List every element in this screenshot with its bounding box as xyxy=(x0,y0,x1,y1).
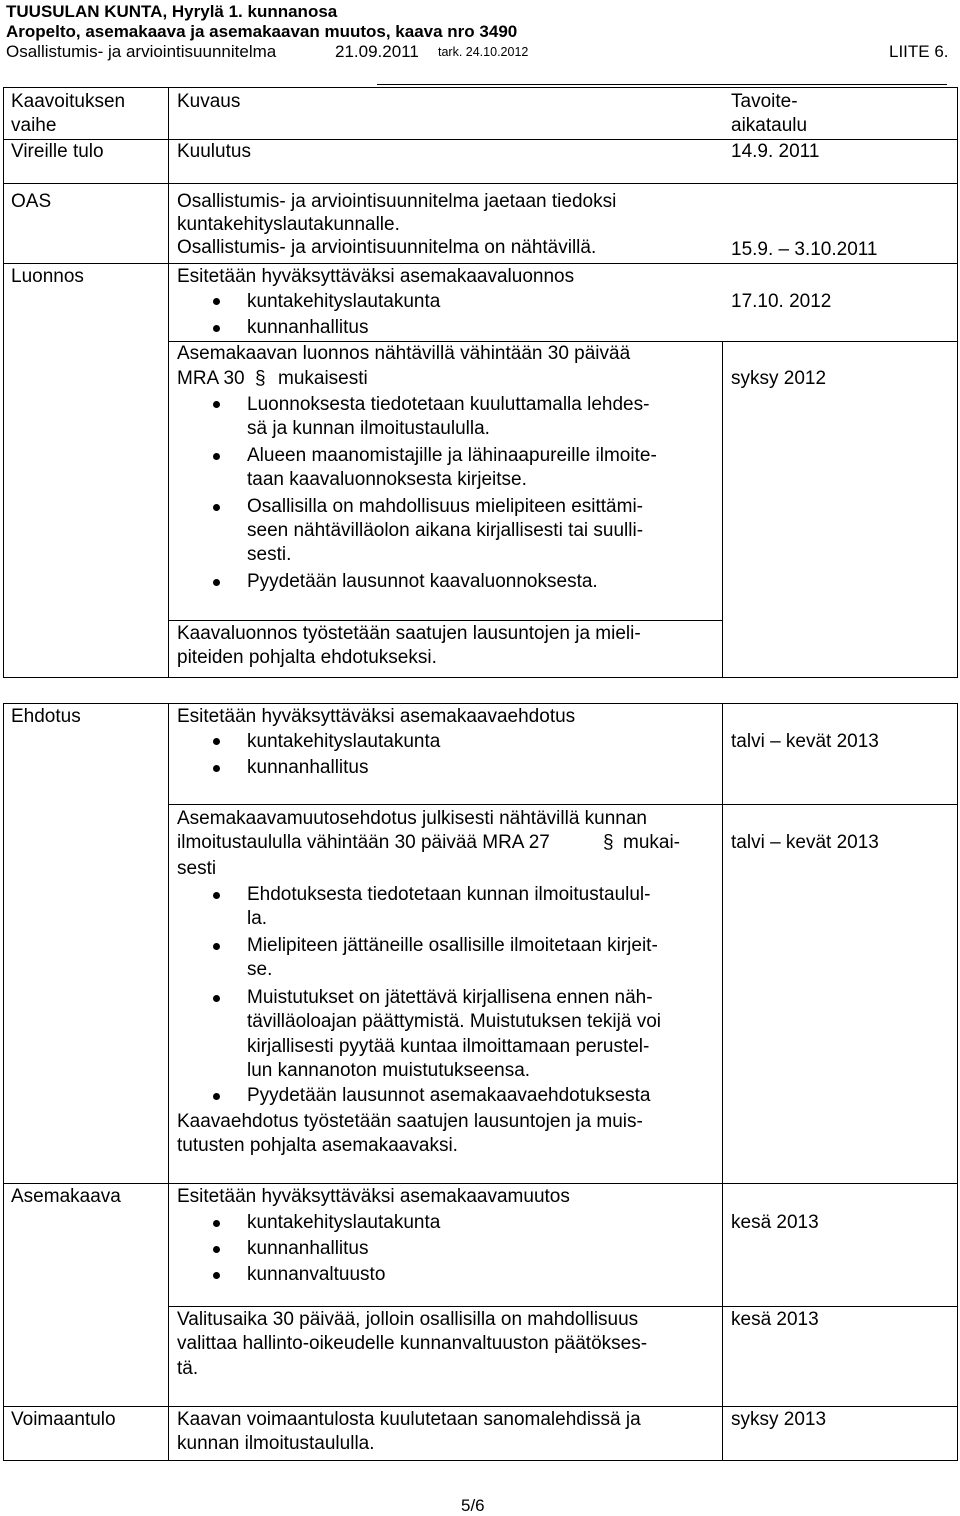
schedule-date: 14.9. 2011 xyxy=(731,141,820,162)
description-text: Asemakaavamuutosehdotus julkisesti nähtävillä kunnan xyxy=(177,808,647,829)
description-text: Kaavaehdotus työstetään saatujen lausuntojen ja muis- xyxy=(177,1111,643,1132)
schedule-date: kesä 2013 xyxy=(731,1309,819,1330)
phase-label: Ehdotus xyxy=(11,706,81,727)
description-text: Esitetään hyväksyttäväksi asemakaavaehdotus xyxy=(177,706,576,727)
header-plan-title: Aropelto, asemakaava ja asemakaavan muutos, kaava nro 3490 xyxy=(6,22,518,41)
bullet-icon xyxy=(213,1246,220,1253)
row-divider xyxy=(168,1306,958,1307)
schedule-date: 17.10. 2012 xyxy=(731,291,832,312)
bullet-text: Pyydetään lausunnot kaavaluonnoksesta. xyxy=(247,571,598,592)
bullet-text: la. xyxy=(247,908,268,929)
bullet-text: kunnanhallitus xyxy=(247,1238,369,1259)
header-appendix: LIITE 6. xyxy=(889,42,949,61)
column-header-phase-2: vaihe xyxy=(11,115,57,136)
description-text: Asemakaavan luonnos nähtävillä vähintään 30 päivää xyxy=(177,343,631,364)
bullet-text: Mielipiteen jättäneille osallisille ilmoitetaan kirjeit- xyxy=(247,935,658,956)
bullet-icon xyxy=(213,1093,220,1100)
column-header-phase: Kaavoituksen xyxy=(11,91,126,112)
description-text: Kaavan voimaantulosta kuulutetaan sanomalehdissä ja xyxy=(177,1409,641,1430)
bullet-text: kunnanvaltuusto xyxy=(247,1264,386,1285)
bullet-icon xyxy=(213,738,220,745)
bullet-text: kuntakehityslautakunta xyxy=(247,731,441,752)
phase-label: Asemakaava xyxy=(11,1186,121,1207)
schedule-date: syksy 2013 xyxy=(731,1409,827,1430)
bullet-icon xyxy=(213,765,220,772)
description-text: mukaisesti xyxy=(278,368,368,389)
bullet-icon xyxy=(213,298,220,305)
bullet-text: Pyydetään lausunnot asemakaavaehdotuksesta xyxy=(247,1085,651,1106)
header-rule xyxy=(377,84,947,85)
description-text: Osallistumis- ja arviointisuunnitelma jaetaan tiedoksi xyxy=(177,191,617,212)
row-divider xyxy=(3,1406,958,1407)
header-municipality: TUUSULAN KUNTA, Hyrylä 1. kunnanosa xyxy=(6,2,338,21)
bullet-icon xyxy=(213,1272,220,1279)
bullet-icon xyxy=(213,995,220,1002)
column-divider xyxy=(168,703,169,1461)
description-text: valittaa hallinto-oikeudelle kunnanvaltuuston päätökses- xyxy=(177,1333,648,1354)
description-text: MRA 30 xyxy=(177,368,245,389)
schedule-date: kesä 2013 xyxy=(731,1212,819,1233)
bullet-text: Muistutukset on jätettävä kirjallisena ennen näh- xyxy=(247,987,653,1008)
description-text: Osallistumis- ja arviointisuunnitelma on nähtävillä. xyxy=(177,237,597,258)
bullet-icon xyxy=(213,401,220,408)
description-text: sesti xyxy=(177,858,217,879)
bullet-icon xyxy=(213,892,220,899)
column-divider xyxy=(722,703,723,1461)
bullet-icon xyxy=(213,579,220,586)
bullet-text: se. xyxy=(247,959,273,980)
description-text: Kaavaluonnos työstetään saatujen lausuntojen ja mieli- xyxy=(177,623,641,644)
schedule-date: syksy 2012 xyxy=(731,368,827,389)
schedule-date: talvi – kevät 2013 xyxy=(731,832,879,853)
bullet-icon xyxy=(213,1220,220,1227)
description-text: Esitetään hyväksyttäväksi asemakaavaluonnos xyxy=(177,266,575,287)
phase-label: Vireille tulo xyxy=(11,141,104,162)
section-sign: § xyxy=(603,832,614,853)
bullet-icon xyxy=(213,504,220,511)
description-text: tä. xyxy=(177,1358,199,1379)
row-divider xyxy=(168,804,958,805)
description-text: kunnan ilmoitustaululla. xyxy=(177,1433,375,1454)
phase-label: Luonnos xyxy=(11,266,84,287)
header-date: 21.09.2011 xyxy=(335,42,419,61)
bullet-icon xyxy=(213,453,220,460)
row-divider xyxy=(3,1183,958,1184)
bullet-text: Alueen maanomistajille ja lähinaapureille ilmoite- xyxy=(247,445,657,466)
page-number: 5/6 xyxy=(461,1496,485,1515)
bullet-text: sesti. xyxy=(247,544,292,565)
bullet-text: lun kannanoton muistutukseensa. xyxy=(247,1060,531,1081)
header-revised: tark. 24.10.2012 xyxy=(438,45,529,59)
bullet-icon xyxy=(213,325,220,332)
description-text: kuntakehityslautakunnalle. xyxy=(177,214,400,235)
bullet-text: kunnanhallitus xyxy=(247,757,369,778)
bullet-icon xyxy=(213,943,220,950)
bullet-text: Osallisilla on mahdollisuus mielipiteen esittämi- xyxy=(247,496,643,517)
bullet-text: kuntakehityslautakunta xyxy=(247,291,441,312)
description-text: Esitetään hyväksyttäväksi asemakaavamuutos xyxy=(177,1186,570,1207)
column-header-description: Kuvaus xyxy=(177,91,241,112)
bullet-text: seen nähtävilläolon aikana kirjallisesti tai suulli- xyxy=(247,520,644,541)
description-text: Valitusaika 30 päivää, jolloin osallisilla on mahdollisuus xyxy=(177,1309,639,1330)
description-text: piteiden pohjalta ehdotukseksi. xyxy=(177,647,437,668)
bullet-text: Luonnoksesta tiedotetaan kuuluttamalla lehdes- xyxy=(247,394,650,415)
schedule-date: 15.9. – 3.10.2011 xyxy=(731,239,878,260)
description-text: tutusten pohjalta asemakaavaksi. xyxy=(177,1135,458,1156)
description-text: ilmoitustaululla vähintään 30 päivää MRA 27 xyxy=(177,832,550,853)
bullet-text: Ehdotuksesta tiedotetaan kunnan ilmoitustaulul- xyxy=(247,884,651,905)
row-divider xyxy=(168,620,722,621)
bullet-text: kuntakehityslautakunta xyxy=(247,1212,441,1233)
header-doc-title: Osallistumis- ja arviointisuunnitelma xyxy=(6,42,277,61)
bullet-text: kirjallisesti pyytää kuntaa ilmoittamaan perustel- xyxy=(247,1036,650,1057)
column-header-schedule-2: aikataulu xyxy=(731,115,808,136)
bullet-text: tävilläoloajan päättymistä. Muistutuksen tekijä voi xyxy=(247,1011,661,1032)
bullet-text: kunnanhallitus xyxy=(247,317,369,338)
phase-label: Voimaantulo xyxy=(11,1409,116,1430)
bullet-text: taan kaavaluonnoksesta kirjeitse. xyxy=(247,469,527,490)
column-header-schedule: Tavoite- xyxy=(731,91,798,112)
description-text: mukai- xyxy=(623,832,681,853)
column-divider xyxy=(722,341,723,678)
row-divider xyxy=(3,183,958,184)
description-text: Kuulutus xyxy=(177,141,251,162)
bullet-text: sä ja kunnan ilmoitustaululla. xyxy=(247,418,490,439)
row-divider xyxy=(3,263,958,264)
phase-label: OAS xyxy=(11,191,52,212)
column-divider xyxy=(168,87,169,678)
section-sign: § xyxy=(255,368,266,389)
schedule-date: talvi – kevät 2013 xyxy=(731,731,879,752)
